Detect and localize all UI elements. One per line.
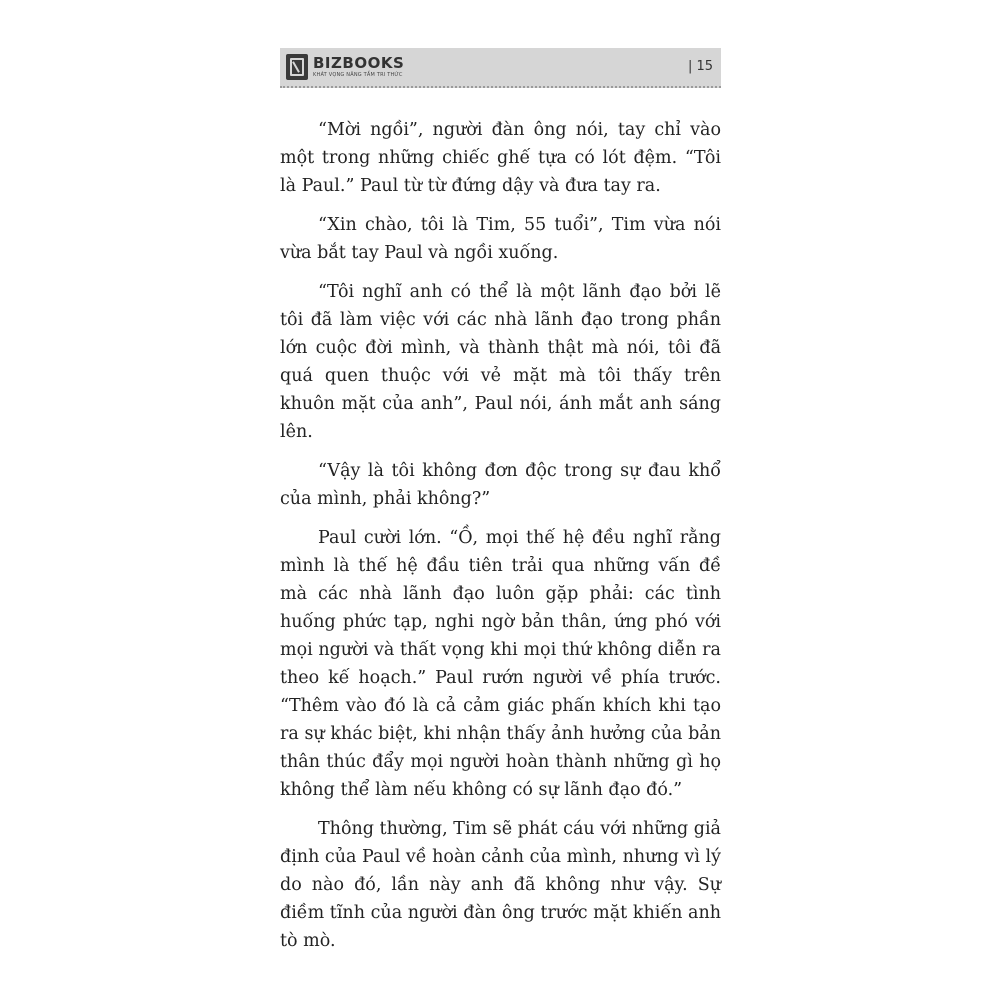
logo-text — [313, 56, 404, 78]
brand-tagline: KHÁT VỌNG NÂNG TẦM TRI THỨC — [313, 72, 403, 78]
page-number: | 15 — [687, 59, 713, 74]
page-header — [280, 48, 721, 88]
publisher-logo — [286, 52, 404, 82]
paragraph: “Mời ngồi”, người đàn ông nói, tay chỉ vào một trong những chiếc ghế tựa có lót đệm. “Tôi là Paul.” Paul từ từ đứng dậy và đưa tay ra. — [280, 120, 721, 196]
paragraph: Thông thường, Tim sẽ phát cáu với những giả định của Paul về hoàn cảnh của mình, nhưng vì lý do nào đó, lần này anh đã không như vậy. Sự điềm tĩnh của người đàn ông trước mặt khiến anh tò mò. — [280, 819, 721, 951]
paragraph: “Tôi nghĩ anh có thể là một lãnh đạo bởi lẽ tôi đã làm việc với các nhà lãnh đạo trong phần lớn cuộc đời mình, và thành thật mà nói, tôi đã quá quen thuộc với vẻ mặt mà tôi thấy trên khuôn mặt của anh”, Paul nói, ánh mắt anh sáng lên. — [280, 282, 721, 442]
paragraph: “Xin chào, tôi là Tim, 55 tuổi”, Tim vừa nói vừa bắt tay Paul và ngồi xuống. — [280, 215, 721, 263]
brand-name: BIZBOOKS — [313, 54, 405, 72]
page-body — [280, 116, 721, 966]
paragraph: “Vậy là tôi không đơn độc trong sự đau khổ của mình, phải không?” — [280, 461, 721, 509]
paragraph: Paul cười lớn. “Ồ, mọi thế hệ đều nghĩ rằng mình là thế hệ đầu tiên trải qua những vấn đề mà các nhà lãnh đạo luôn gặp phải: các tình huống phức tạp, nghi ngờ bản thân, ứng phó với mọi người và thất vọng khi mọi thứ không diễn ra theo kế hoạch.” Paul rướn người về phía trước. “Thêm vào đó là cả cảm giác phấn khích khi tạo ra sự khác biệt, khi nhận thấy ảnh hưởng của bản thân thúc đẩy mọi người hoàn thành những gì họ không thể làm nếu không có sự lãnh đạo đó.” — [280, 528, 721, 800]
book-page — [280, 48, 721, 951]
book-pen-icon — [286, 54, 308, 80]
